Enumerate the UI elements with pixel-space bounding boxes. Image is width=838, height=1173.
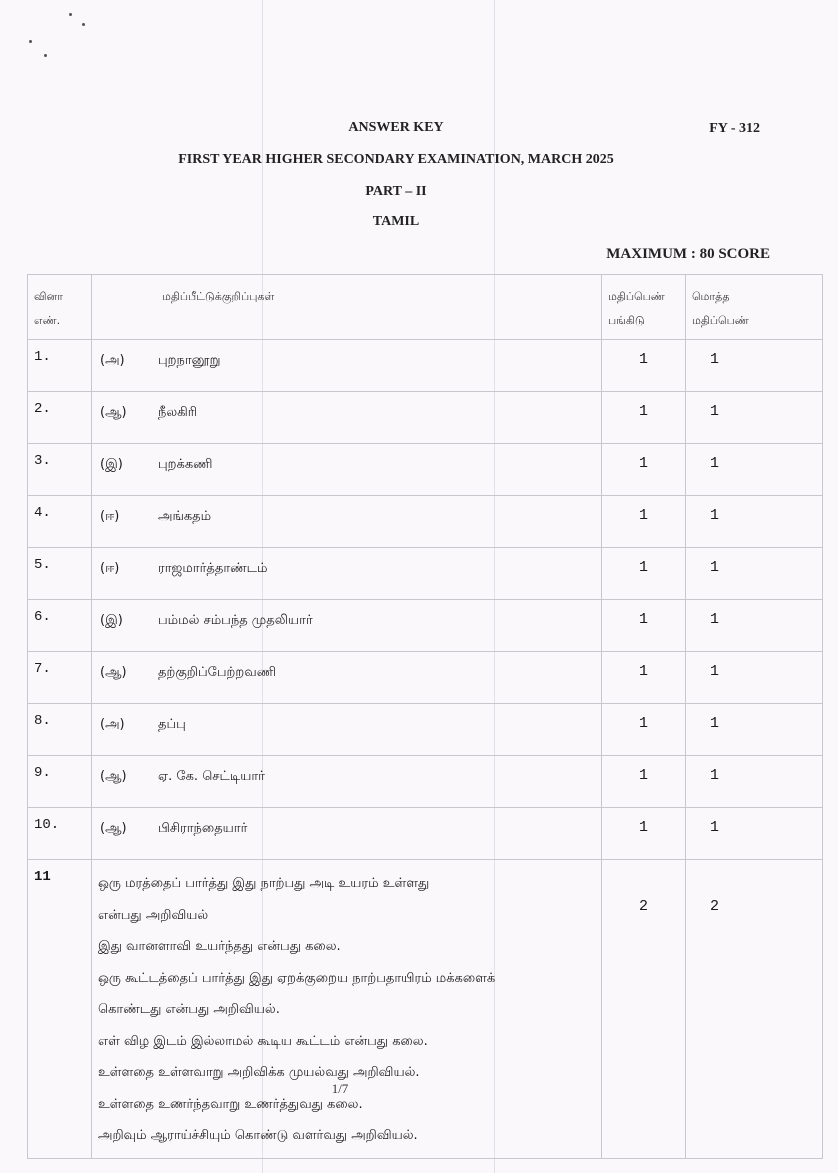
table-row (28, 392, 823, 444)
total-mark: 1 (686, 392, 823, 444)
question-number: 9. (28, 756, 92, 808)
option-label: (ஆ) (100, 769, 127, 784)
table-row (28, 808, 823, 860)
table-row (28, 704, 823, 756)
answer-line: உள்ளதை உணர்ந்தவாறு உணர்த்துவது கலை. (98, 1096, 363, 1112)
table-row (28, 340, 823, 392)
answer-cell (92, 756, 602, 808)
answer-rows (28, 340, 823, 860)
total-mark: 1 (686, 600, 823, 652)
question-number: 7. (28, 652, 92, 704)
answer-text: பிசிராந்தையார் (158, 821, 248, 836)
option-label: (ஆ) (100, 665, 127, 680)
answer-line: ஒரு கூட்டத்தைப் பார்த்து இது ஏறக்குறைய நாற்பதாயிரம் மக்களைக் (98, 970, 496, 986)
answer-text: பம்மல் சம்பந்த முதலியார் (158, 613, 313, 628)
answer-text: புறநானூறு (158, 353, 221, 368)
option-label: (ஆ) (100, 821, 127, 836)
answer-text: தற்குறிப்பேற்றவணி (158, 665, 277, 680)
header-mark-split: மதிப்பெண் பங்கிடு (602, 275, 686, 340)
mark-split: 1 (602, 392, 686, 444)
page-number: 1/7 (331, 1081, 349, 1096)
answer-cell (92, 652, 602, 704)
answer-line: அறிவும் ஆராய்ச்சியும் கொண்டு வளர்வது அறிவியல். (98, 1128, 418, 1143)
header-question-no: வினா எண். (28, 275, 92, 340)
option-label: (இ) (100, 457, 123, 472)
answer-text: ஏ. கே. செட்டியார் (158, 769, 265, 784)
table-row (28, 548, 823, 600)
answer-line: உள்ளதை உள்ளவாறு அறிவிக்க முயல்வது அறிவியல். (98, 1065, 420, 1080)
mark-split: 1 (602, 756, 686, 808)
total-mark: 1 (686, 444, 823, 496)
answer-text: புறக்கணி (158, 457, 213, 472)
mark-split: 1 (602, 444, 686, 496)
exam-name: FIRST YEAR HIGHER SECONDARY EXAMINATION, MARCH 2025 (178, 152, 614, 167)
answer-line: என்பது அறிவியல் (98, 907, 209, 923)
question-number: 3. (28, 444, 92, 496)
question-number: 2. (28, 392, 92, 444)
total-mark: 1 (686, 548, 823, 600)
question-number: 4. (28, 496, 92, 548)
option-label: (அ) (100, 717, 125, 732)
mark-split: 1 (602, 808, 686, 860)
answer-text: நீலகிரி (158, 405, 198, 420)
answer-line: ஒரு மரத்தைப் பார்த்து இது நாற்பது அடி உயரம் உள்ளது (98, 876, 430, 891)
mark-split: 1 (602, 548, 686, 600)
mark-split: 1 (602, 704, 686, 756)
total-mark: 1 (686, 340, 823, 392)
subject-label: TAMIL (372, 214, 420, 229)
table-row (28, 756, 823, 808)
question-number: 11 (28, 860, 92, 1159)
answer-cell (92, 496, 602, 548)
total-mark: 2 (686, 860, 823, 1159)
total-mark: 1 (686, 756, 823, 808)
question-number: 5. (28, 548, 92, 600)
table-row (28, 600, 823, 652)
answer-cell (92, 704, 602, 756)
option-label: (ஆ) (100, 405, 127, 420)
mark-split: 2 (602, 860, 686, 1159)
answer-line: கொண்டது என்பது அறிவியல். (98, 1002, 280, 1017)
paper-code: FY - 312 (709, 121, 760, 136)
table-row-q11 (28, 860, 823, 1159)
option-label: (ஈ) (100, 561, 120, 576)
answer-line: எள் விழ இடம் இல்லாமல் கூடிய கூட்டம் என்பது கலை. (98, 1033, 428, 1049)
total-mark: 1 (686, 652, 823, 704)
total-mark: 1 (686, 496, 823, 548)
table-row (28, 652, 823, 704)
option-label: (ஈ) (100, 509, 120, 524)
answer-cell (92, 392, 602, 444)
answer-paragraph (92, 860, 602, 1159)
answer-line: இது வானளாவி உயர்ந்தது என்பது கலை. (98, 939, 341, 954)
answer-text: அங்கதம் (158, 509, 212, 524)
mark-split: 1 (602, 496, 686, 548)
answer-cell (92, 340, 602, 392)
document-title: ANSWER KEY (348, 120, 444, 135)
question-number: 1. (28, 340, 92, 392)
table-row (28, 496, 823, 548)
answer-key-table (27, 274, 823, 1159)
header-scoring-notes: மதிப்பீட்டுக்குறிப்புகள் (92, 275, 602, 340)
mark-split: 1 (602, 340, 686, 392)
mark-split: 1 (602, 652, 686, 704)
answer-cell (92, 600, 602, 652)
table-header-row (28, 275, 823, 340)
total-mark: 1 (686, 808, 823, 860)
answer-cell (92, 444, 602, 496)
maximum-score: MAXIMUM : 80 SCORE (606, 246, 770, 262)
header-total-mark: மொத்த மதிப்பெண் (686, 275, 823, 340)
option-label: (அ) (100, 353, 125, 368)
question-number: 8. (28, 704, 92, 756)
part-label: PART – II (365, 184, 427, 199)
mark-split: 1 (602, 600, 686, 652)
total-mark: 1 (686, 704, 823, 756)
answer-cell (92, 808, 602, 860)
question-number: 6. (28, 600, 92, 652)
answer-cell (92, 548, 602, 600)
table-row (28, 444, 823, 496)
answer-text: ராஜமார்த்தாண்டம் (158, 561, 268, 576)
question-number: 10. (28, 808, 92, 860)
answer-text: தப்பு (158, 717, 186, 732)
option-label: (இ) (100, 613, 123, 628)
